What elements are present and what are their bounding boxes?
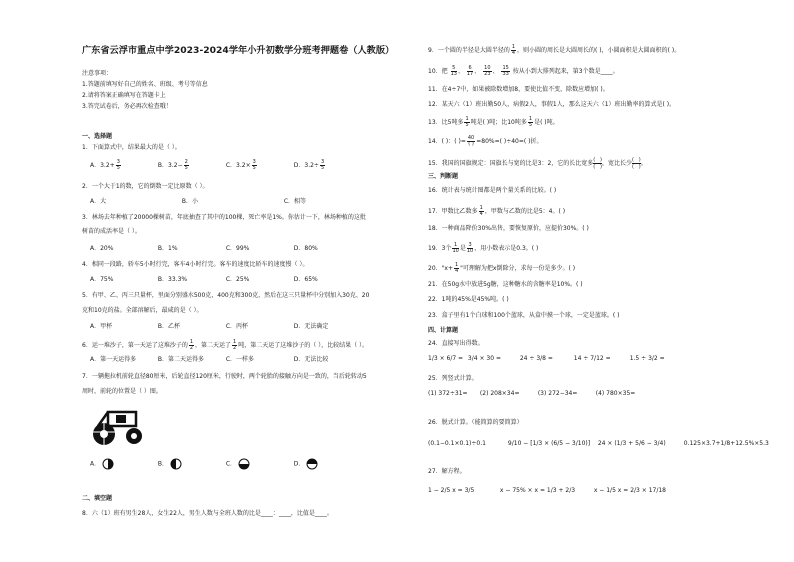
- q4-option-d[interactable]: D．65%: [293, 276, 318, 283]
- note-1: 1.答题前填写好自己的姓名、班级、考号等信息: [82, 81, 208, 88]
- q7-option-c[interactable]: C．: [225, 460, 237, 468]
- q16-stem: 16．统计表与统计图都是两个量关系的比较。( ): [428, 187, 557, 194]
- q1-option-a[interactable]: A．3.2+: [90, 162, 115, 169]
- q2-option-c[interactable]: C．相等: [283, 198, 307, 205]
- q24-item-3: 24 ÷ 3/8 =: [519, 355, 553, 362]
- tractor-illustration: [88, 404, 148, 446]
- q21-stem: 21．在50g水中放进5g糖，这种糖水的含糖率是10%。( ): [428, 281, 583, 288]
- q24-items: [428, 355, 665, 363]
- q25-item-4: (4) 780×35=: [595, 390, 636, 397]
- wheel-half-right-icon: [102, 458, 114, 470]
- q6-option-c[interactable]: C．一样多: [225, 356, 255, 363]
- q5-stem-b: 克和10克的盐。全部溶解后，最咸的是（ ）。: [82, 307, 203, 314]
- q3-option-c[interactable]: C．99%: [225, 245, 250, 252]
- wheel-half-bottom-icon: [238, 458, 250, 470]
- q4-option-c[interactable]: C．25%: [225, 276, 250, 283]
- q6-option-d[interactable]: D．无法比较: [293, 356, 329, 363]
- q1-stem: 1．下面算式中，结果最大的是（ ）。: [82, 144, 181, 151]
- q17-stem: 17．甲数比乙数多 $\frac{1}{4}$ ，甲数与乙数的比是5：4。( ): [428, 205, 566, 217]
- q20-stem: 20．"x+ $\frac{1}{4}$ "可理解为把x倒除分，求每一份是多少。( ): [428, 262, 576, 274]
- q3-option-a[interactable]: A．20%: [90, 245, 114, 252]
- q3-option-b[interactable]: B．1%: [157, 245, 178, 252]
- q2-options: [90, 198, 306, 206]
- q27-items: [428, 487, 666, 495]
- q27-stem: 27．解方程。: [428, 468, 466, 475]
- q22-stem: 22．1吨的45%是45%吨。( ): [428, 296, 509, 303]
- section-judge: 三、判断题: [428, 173, 459, 180]
- q7-options: [90, 458, 318, 470]
- q3-option-d[interactable]: D．80%: [293, 245, 318, 252]
- q25-stem: 25．列竖式计算。: [428, 375, 478, 382]
- q2-stem: 2．一个大于1的数，它的倒数一定比原数（ ）。: [82, 183, 209, 190]
- q25-items: [428, 390, 635, 398]
- wheel-half-left-icon: [170, 458, 182, 470]
- section-fill: 二、填空题: [82, 495, 113, 502]
- section-choice: 一、选择题: [82, 133, 113, 140]
- q6-options: [90, 356, 328, 364]
- q10-stem: 10．把 $\frac{5}{13}$ 、 $\frac{6}{17}$ 、 $\frac{10}{23}$ 、 $\frac{15}{33}$ 按从小到大排列起来，第3个数是____。: [428, 65, 619, 77]
- note-2: 2.请将答案正确填写在答题卡上: [82, 92, 166, 99]
- q5-options: [90, 323, 328, 331]
- q3-stem-a: 3．林场去年种植了20000棵树苗，年底抽查了其中的100棵，死亡率是1%。你估计一下，林场种植的这批: [82, 214, 366, 221]
- q24-stem: 24．直接写出得数。: [428, 340, 484, 347]
- q6-option-b[interactable]: B．第二天运得多: [157, 356, 205, 363]
- q7-option-b[interactable]: B．: [157, 460, 169, 468]
- q5-option-c[interactable]: C．丙杯: [225, 323, 249, 330]
- q7-option-d[interactable]: D．: [293, 460, 305, 468]
- q25-item-3: (3) 272−34=: [537, 390, 578, 397]
- q26-item-3: 24 × (1/3 + 5/6 − 3/4): [597, 440, 666, 447]
- q15-stem: 15．我国的国旗规定：国旗长与宽的比是3：2，它的长比宽多 $\frac{( )}{( )}$ ，宽比长少 $\frac{( )}{( )}$ 。: [428, 157, 647, 170]
- q1-options: A．3.2+ $\frac{3}{5}$ B．3.2− $\frac{2}{5}$ C．3.2× $\frac{3}{5}$ D．3.2÷ $\frac{3}{5}$: [90, 159, 325, 171]
- exam-title: 广东省云浮市重点中学2023-2024学年小升初数学分班考押题卷（人教版）: [82, 45, 395, 56]
- q26-item-2: 9/10 − [1/3 × (6/5 − 3/10)]: [507, 440, 591, 447]
- wheel-half-top-icon: [306, 458, 318, 470]
- q27-item-1: 1 − 2/5 x = 3/5: [428, 487, 475, 494]
- q27-item-2: x − 75% × x = 1/3 + 2/3: [499, 487, 576, 494]
- q1-option-b[interactable]: B．3.2−: [157, 162, 183, 169]
- q5-option-a[interactable]: A．甲杯: [90, 323, 113, 330]
- q3-options: [90, 245, 318, 253]
- q5-option-d[interactable]: D．无法确定: [293, 323, 329, 330]
- q5-option-b[interactable]: B．乙杯: [157, 323, 181, 330]
- q13-stem: 13．比5吨多 $\frac{1}{5}$ 吨是( )吨；比10吨多 $\frac{1}{5}$ 是( )吨。: [428, 116, 559, 128]
- q18-stem: 18．一种商品降价30%出售，要恢复原价，应提价30%。( ): [428, 225, 589, 232]
- q3-stem-b: 树苗的成活率是（ ）。: [82, 228, 141, 235]
- q25-item-2: (2) 208×34=: [479, 390, 520, 397]
- q14-stem: 14．( )：( )= $\frac{40}{( )}$ =80%=( )÷40=( )折。: [428, 135, 543, 147]
- q12-stem: 12．某天六（1）班出勤50人，病假2人，事假1人，那么这天六（1）班出勤率的算式是( )。: [428, 101, 676, 108]
- q5-stem-a: 5．有甲、乙、丙三只量杯，里面分别盛水500克，400克和300克，然后在这三只量杯中分别加入30克、20: [82, 292, 370, 299]
- section-calc: 四、计算题: [428, 327, 459, 334]
- q24-item-5: 1.5 ÷ 3/2 =: [629, 355, 665, 362]
- q26-items: [428, 440, 769, 448]
- q19-stem: 19．3个 $\frac{1}{10}$ 是 $\frac{3}{10}$ ，用小数表示是0.3。( ): [428, 242, 539, 254]
- q27-item-3: x − 1/5 x = 2/3 × 17/18: [593, 487, 666, 494]
- q25-item-1: (1) 372÷31=: [428, 390, 468, 397]
- q6-stem: 6．运一堆沙子，第一天运了这堆沙子的 $\frac{1}{2}$ ，第二天运了 $\frac{1}{2}$ 吨，第二天运了这堆沙子的（ ），比较结果（ ）。: [82, 339, 369, 351]
- notes-heading: 注意事项：: [82, 70, 113, 77]
- q23-stem: 23．盒子里有1个白球和100个蓝球，从盒中摸一个球，一定是蓝球。( ): [428, 312, 620, 319]
- q7-option-a[interactable]: A．: [90, 460, 101, 468]
- q8-stem: 8．六（1）班有男生28人，女生22人，男生人数与全班人数的比是____：____，比值是____。: [82, 510, 333, 517]
- q26-item-4: 0.125×3.7+1/8+12.5%×5.3: [683, 440, 769, 447]
- q6-option-a[interactable]: A．第一天运得多: [90, 356, 137, 363]
- note-3: 3.答完试卷后，务必再次检查哦！: [82, 103, 172, 110]
- q4-stem: 4．相同一段路，轿车5小时行完，客车4小时行完。客车的速度比轿车的速度慢（ ）。: [82, 261, 309, 268]
- q1-option-c[interactable]: C．3.2×: [225, 162, 251, 169]
- q11-stem: 11．在4÷7中，如果被除数增加8，要使比值不变，除数应增加( )。: [428, 86, 609, 93]
- q9-stem: 9．一个圆的半径是大圆半径的 $\frac{1}{4}$ ，则小圆的周长是大圆周长的( )，小圆面积是大圆面积的( )。: [428, 44, 681, 56]
- q4-options: [90, 276, 318, 284]
- q4-option-b[interactable]: B．33.3%: [157, 276, 188, 283]
- q24-item-2: 3/4 × 30 =: [467, 355, 501, 362]
- q2-option-b[interactable]: B．小: [181, 198, 199, 205]
- q24-item-1: 1/3 × 6/7 =: [428, 355, 464, 362]
- q2-option-a[interactable]: A．大: [90, 198, 107, 205]
- q24-item-4: 14 ÷ 7/12 =: [573, 355, 611, 362]
- q4-option-a[interactable]: A．75%: [90, 276, 114, 283]
- q7-stem-b: 周时，前轮的位置是（ ）图。: [82, 388, 162, 395]
- q7-stem-a: 7．一辆拖拉机前轮直径80厘米，后轮直径120厘米，行驶时，两个轮胎的接触方向是一致的，当后轮转动5: [82, 373, 367, 380]
- q1-option-d[interactable]: D．3.2÷: [293, 162, 319, 169]
- q26-stem: 26．脱式计算。（能简算的要简算）: [428, 419, 523, 426]
- q26-item-1: (0.1−0.1×0.1)÷0.1: [428, 440, 486, 447]
